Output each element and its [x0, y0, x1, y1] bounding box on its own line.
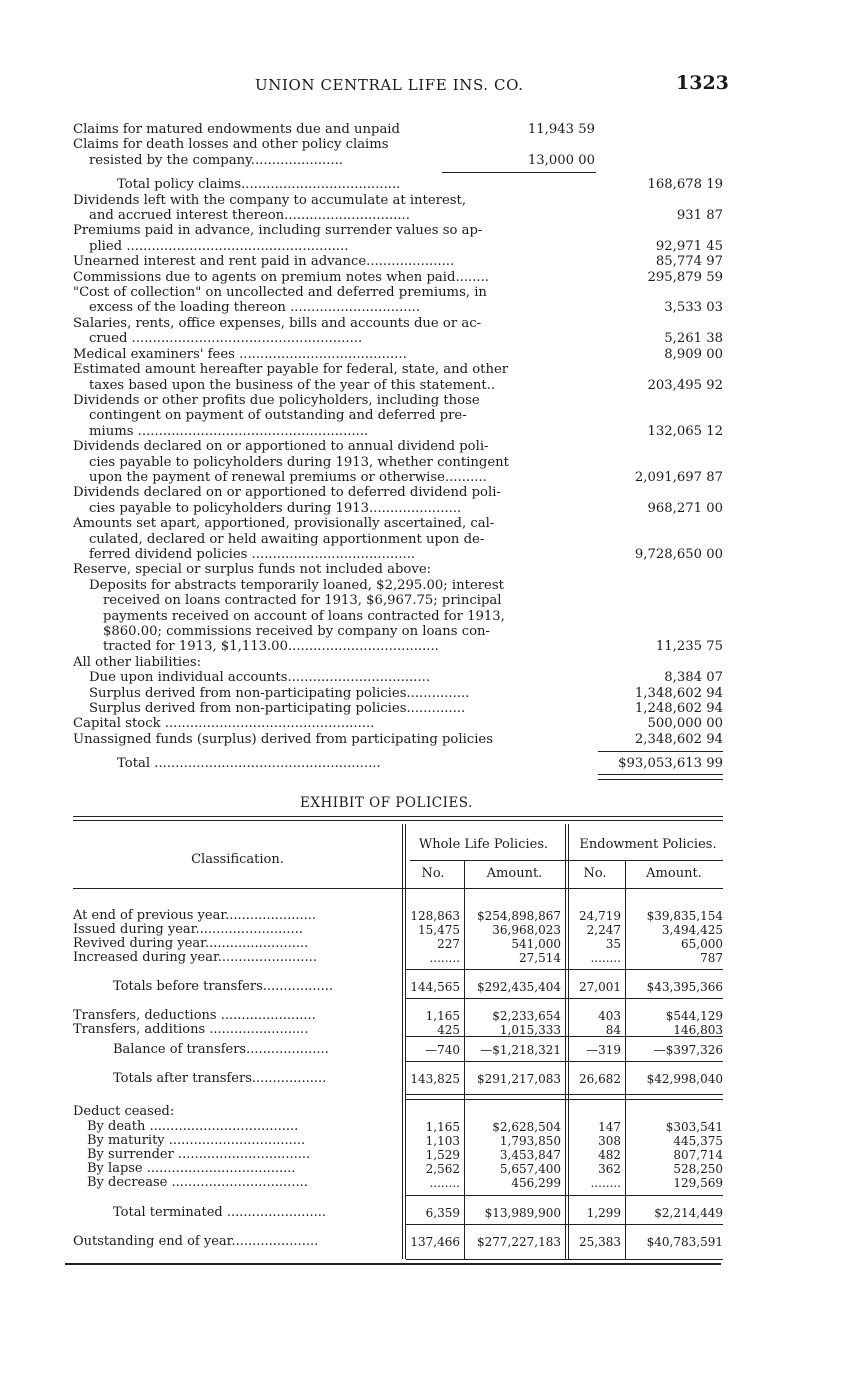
table-row-label: Totals after transfers..................	[113, 1071, 327, 1086]
table-cell-value: 26,682	[579, 1072, 621, 1086]
table-cell-value: 143,825	[410, 1072, 460, 1086]
section-rule	[406, 1259, 723, 1260]
liability-label: tracted for 1913, $1,113.00....................................	[103, 639, 439, 655]
table-row-label: By decrease .................................	[87, 1175, 308, 1190]
liability-line	[73, 516, 723, 531]
column-divider	[568, 824, 569, 1259]
table-cell-value: 1,103	[425, 1134, 460, 1148]
liability-line	[73, 193, 723, 208]
table-cell-value: 36,968,023	[492, 923, 561, 937]
liability-line	[73, 137, 723, 152]
table-cell-value: $42,998,040	[646, 1072, 723, 1086]
liability-label: Capital stock ..................................................	[73, 716, 375, 732]
liability-amount: $93,053,613 99	[618, 756, 723, 772]
liability-amount: 500,000 00	[647, 716, 723, 732]
liability-subamount: 13,000 00	[527, 152, 595, 168]
table-cell-value: 807,714	[673, 1148, 723, 1162]
column-header: No.	[583, 866, 607, 881]
page-number: 1323	[676, 72, 729, 94]
liability-line	[73, 362, 723, 377]
liability-label: Claims for matured endowments due and unpaid	[73, 122, 400, 137]
running-header: UNION CENTRAL LIFE INS. CO.	[255, 76, 524, 94]
liability-line	[73, 732, 723, 747]
table-cell-value: 456,299	[511, 1176, 561, 1190]
table-cell-value: 528,250	[673, 1162, 723, 1176]
liability-label: Due upon individual accounts..................................	[89, 670, 431, 686]
liability-amount: 132,065 12	[647, 423, 723, 439]
table-row-label: Issued during year..........................	[73, 922, 303, 937]
table-cell-value: 403	[598, 1009, 621, 1023]
liability-label: All other liabilities:	[73, 654, 202, 670]
table-cell-value: 24,719	[579, 909, 621, 923]
liability-line	[73, 716, 723, 731]
table-cell-value: 787	[700, 951, 723, 965]
group-header-whole-life: Whole Life Policies.	[418, 837, 549, 852]
table-cell-value: 15,475	[418, 923, 460, 937]
column-header: No.	[421, 866, 445, 881]
liability-amount: 85,774 97	[655, 254, 723, 270]
liability-label: $860.00; commissions received by company on loans con-	[103, 624, 490, 639]
liability-label: Commissions due to agents on premium notes when paid........	[73, 269, 489, 285]
table-row-label: By surrender ................................	[87, 1147, 311, 1162]
table-cell-value: 128,863	[410, 909, 460, 923]
liability-line	[73, 655, 723, 670]
table-cell-value: $2,628,504	[492, 1120, 561, 1134]
liability-label: crued .......................................................	[89, 331, 363, 347]
table-cell-value: —740	[425, 1043, 460, 1057]
table-cell-value: $254,898,867	[477, 909, 561, 923]
liability-label: Amounts set apart, apportioned, provisionally ascertained, cal-	[73, 516, 495, 532]
table-cell-value: 3,494,425	[661, 923, 723, 937]
table-row-label: Total terminated ........................	[113, 1205, 327, 1220]
liability-line	[73, 424, 723, 439]
liability-label: Dividends or other profits due policyholders, including those	[73, 392, 480, 408]
liability-amount: 11,235 75	[655, 639, 723, 655]
liability-line	[73, 331, 723, 346]
liability-line	[73, 208, 723, 223]
table-cell-value: 137,466	[410, 1235, 460, 1249]
section-rule	[406, 1224, 723, 1225]
liability-label: Dividends declared on or apportioned to annual dividend poli-	[73, 439, 489, 455]
table-cell-value: 3,453,847	[499, 1148, 561, 1162]
table-cell-value: $2,233,654	[492, 1009, 561, 1023]
liability-amount: 968,271 00	[647, 500, 723, 516]
table-cell-value: 5,657,400	[499, 1162, 561, 1176]
table-row-label: Increased during year........................	[73, 950, 317, 965]
column-divider	[565, 824, 566, 1259]
table-cell-value: ........	[429, 951, 460, 965]
table-row-label: By death ....................................	[87, 1119, 299, 1134]
table-cell-value: ........	[590, 951, 621, 965]
liability-line	[73, 701, 723, 716]
liabilities-list	[73, 122, 723, 772]
liability-subamount: 11,943 59	[527, 122, 595, 137]
table-cell-value: 1,793,850	[499, 1134, 561, 1148]
table-cell-value: $43,395,366	[646, 980, 723, 994]
liability-label: resisted by the company......................	[89, 152, 344, 168]
liability-label: culated, declared or held awaiting apportionment upon de-	[89, 531, 485, 547]
liability-amount: 2,091,697 87	[634, 469, 723, 485]
section-rule	[406, 1036, 723, 1037]
liability-line	[73, 593, 723, 608]
table-cell-value: 541,000	[511, 937, 561, 951]
liability-label: Unassigned funds (surplus) derived from participating policies	[73, 731, 493, 747]
liability-label: Surplus derived from non-participating policies..............	[89, 701, 466, 717]
liability-amount: 9,728,650 00	[634, 546, 723, 562]
liability-label: Claims for death losses and other policy claims	[73, 137, 389, 153]
table-cell-value: 308	[598, 1134, 621, 1148]
table-cell-value: —$1,218,321	[480, 1043, 561, 1057]
column-header: Amount.	[646, 866, 702, 881]
table-cell-value: 425	[437, 1023, 460, 1037]
liability-amount: 3,533 03	[664, 300, 723, 316]
group-header-endowment: Endowment Policies.	[579, 837, 717, 852]
table-cell-value: $544,129	[665, 1009, 723, 1023]
section-rule	[406, 969, 723, 970]
table-cell-value: 25,383	[579, 1235, 621, 1249]
table-cell-value: 1,015,333	[499, 1023, 561, 1037]
table-cell-value: 482	[598, 1148, 621, 1162]
liability-amount: 295,879 59	[647, 269, 723, 285]
liability-line	[73, 624, 723, 639]
liability-label: Total ......................................................	[117, 756, 381, 772]
liability-amount: 931 87	[676, 208, 723, 224]
liability-label: Medical examiners' fees ........................................	[73, 346, 407, 362]
liability-line	[73, 223, 723, 238]
table-cell-value: ........	[429, 1176, 460, 1190]
liability-line	[73, 270, 723, 285]
table-row-label: Revived during year.........................	[73, 936, 309, 951]
table-cell-value: $13,989,900	[484, 1206, 561, 1220]
liability-line	[73, 501, 723, 516]
liability-amount: 5,261 38	[664, 331, 723, 347]
liability-label: Premiums paid in advance, including surrender values so ap-	[73, 223, 483, 239]
table-cell-value: $291,217,083	[477, 1072, 561, 1086]
liability-amount: 8,384 07	[664, 670, 723, 686]
section-rule	[406, 1099, 723, 1100]
liability-line	[73, 177, 723, 192]
table-row-label: Transfers, deductions .......................	[73, 1008, 316, 1023]
table-cell-value: $303,541	[665, 1120, 723, 1134]
table-cell-value: —319	[586, 1043, 621, 1057]
liability-label: upon the payment of renewal premiums or otherwise..........	[89, 469, 487, 485]
liability-line	[73, 316, 723, 331]
liability-line	[73, 686, 723, 701]
liability-line	[73, 439, 723, 454]
classification-header: Classification.	[191, 852, 284, 867]
group-header-rule	[410, 860, 723, 861]
liability-line	[73, 485, 723, 500]
table-cell-value: ........	[590, 1176, 621, 1190]
liability-label: Dividends declared on or apportioned to deferred dividend poli-	[73, 485, 501, 501]
table-cell-value: 27,001	[579, 980, 621, 994]
liability-label: Surplus derived from non-participating policies...............	[89, 685, 470, 701]
grand-total-double-rule	[598, 774, 723, 780]
table-top-rule	[73, 820, 723, 821]
table-cell-value: 144,565	[410, 980, 460, 994]
liability-amount: 203,495 92	[647, 377, 723, 393]
table-top-rule	[73, 816, 723, 817]
liability-label: Unearned interest and rent paid in advance.....................	[73, 254, 455, 270]
total-rule	[598, 751, 723, 752]
section-rule	[406, 1094, 723, 1095]
liability-label: plied .....................................................	[89, 238, 349, 254]
liability-line	[73, 547, 723, 562]
table-cell-value: 1,529	[425, 1148, 460, 1162]
table-row-label: Transfers, additions ........................	[73, 1022, 309, 1037]
liability-line	[73, 239, 723, 254]
table-cell-value: $292,435,404	[477, 980, 561, 994]
liability-line	[73, 470, 723, 485]
liability-label: Dividends left with the company to accumulate at interest,	[73, 192, 467, 208]
table-cell-value: $39,835,154	[646, 909, 723, 923]
column-divider	[625, 860, 626, 1259]
liability-line	[73, 609, 723, 624]
liability-amount: 1,248,602 94	[634, 701, 723, 717]
liability-label: received on loans contracted for 1913, $6,967.75; principal	[103, 593, 502, 609]
table-cell-value: 6,359	[425, 1206, 460, 1220]
table-cell-value: 362	[598, 1162, 621, 1176]
liability-amount: 8,909 00	[664, 346, 723, 362]
liability-label: Salaries, rents, office expenses, bills and accounts due or ac-	[73, 315, 482, 331]
liability-line	[73, 254, 723, 269]
column-divider	[402, 824, 403, 1259]
table-cell-value: 35	[605, 937, 621, 951]
liability-line	[73, 532, 723, 547]
table-bottom-rule	[65, 1263, 721, 1265]
liability-line	[73, 347, 723, 362]
liability-label: contingent on payment of outstanding and deferred pre-	[89, 408, 467, 424]
liability-label: miums .......................................................	[89, 423, 369, 439]
liability-line	[73, 670, 723, 685]
section-rule	[406, 1061, 723, 1062]
liability-line	[73, 455, 723, 470]
table-cell-value: 65,000	[681, 937, 723, 951]
liability-label: Estimated amount hereafter payable for federal, state, and other	[73, 362, 509, 378]
table-cell-value: —$397,326	[653, 1043, 723, 1057]
table-cell-value: 146,803	[673, 1023, 723, 1037]
liability-line	[73, 408, 723, 423]
liability-line	[73, 639, 723, 654]
table-cell-value: 1,165	[425, 1120, 460, 1134]
liability-label: "Cost of collection" on uncollected and deferred premiums, in	[73, 285, 487, 301]
liability-label: cies payable to policyholders during 1913, whether contingent	[89, 454, 509, 470]
table-row-label: Outstanding end of year.....................	[73, 1234, 319, 1249]
liability-line	[73, 153, 723, 168]
table-cell-value: 147	[598, 1120, 621, 1134]
table-cell-value: $40,783,591	[646, 1235, 723, 1249]
liability-line	[73, 300, 723, 315]
liability-amount: 2,348,602 94	[634, 731, 723, 747]
table-cell-value: 1,299	[586, 1206, 621, 1220]
table-cell-value: 227	[437, 937, 460, 951]
table-row-label: Balance of transfers....................	[113, 1042, 329, 1057]
liability-label: Reserve, special or surplus funds not included above:	[73, 562, 432, 578]
table-cell-value: 445,375	[673, 1134, 723, 1148]
column-divider	[464, 860, 465, 1259]
liability-label: and accrued interest thereon..............................	[89, 208, 410, 224]
liability-label: excess of the loading thereon ...............................	[89, 300, 421, 316]
table-row-label: Totals before transfers.................	[113, 979, 333, 994]
section-rule	[406, 998, 723, 999]
liability-line	[73, 122, 723, 137]
table-cell-value: $277,227,183	[477, 1235, 561, 1249]
liability-label: taxes based upon the business of the year of this statement..	[89, 377, 496, 393]
table-cell-value: 129,569	[673, 1176, 723, 1190]
liability-line	[73, 393, 723, 408]
table-cell-value: 2,247	[586, 923, 621, 937]
table-row-label: Deduct ceased:	[73, 1104, 175, 1119]
liability-amount: 1,348,602 94	[634, 685, 723, 701]
table-cell-value: 2,562	[425, 1162, 460, 1176]
section-rule	[406, 1195, 723, 1196]
liability-line	[73, 285, 723, 300]
liability-label: Deposits for abstracts temporarily loaned, $2,295.00; interest	[89, 577, 504, 593]
table-cell-value: $2,214,449	[654, 1206, 723, 1220]
exhibit-title: EXHIBIT OF POLICIES.	[300, 795, 473, 811]
column-header: Amount.	[486, 866, 543, 881]
column-divider	[405, 824, 406, 1259]
liability-amount: 168,678 19	[647, 177, 723, 193]
liability-label: payments received on account of loans contracted for 1913,	[103, 608, 505, 624]
liability-line	[73, 756, 723, 771]
liability-label: Total policy claims......................................	[117, 177, 401, 193]
table-cell-value: 27,514	[519, 951, 561, 965]
liability-line	[73, 578, 723, 593]
table-row-label: At end of previous year......................	[73, 908, 317, 923]
liability-label: cies payable to policyholders during 1913......................	[89, 500, 462, 516]
liability-line	[73, 378, 723, 393]
table-cell-value: 84	[605, 1023, 621, 1037]
liability-label: ferred dividend policies .......................................	[89, 546, 416, 562]
liability-amount: 92,971 45	[655, 238, 723, 254]
table-cell-value: 1,165	[425, 1009, 460, 1023]
subtotal-rule	[442, 172, 596, 173]
liability-line	[73, 562, 723, 577]
table-row-label: By lapse ....................................	[87, 1161, 296, 1176]
table-row-label: By maturity .................................	[87, 1133, 306, 1148]
